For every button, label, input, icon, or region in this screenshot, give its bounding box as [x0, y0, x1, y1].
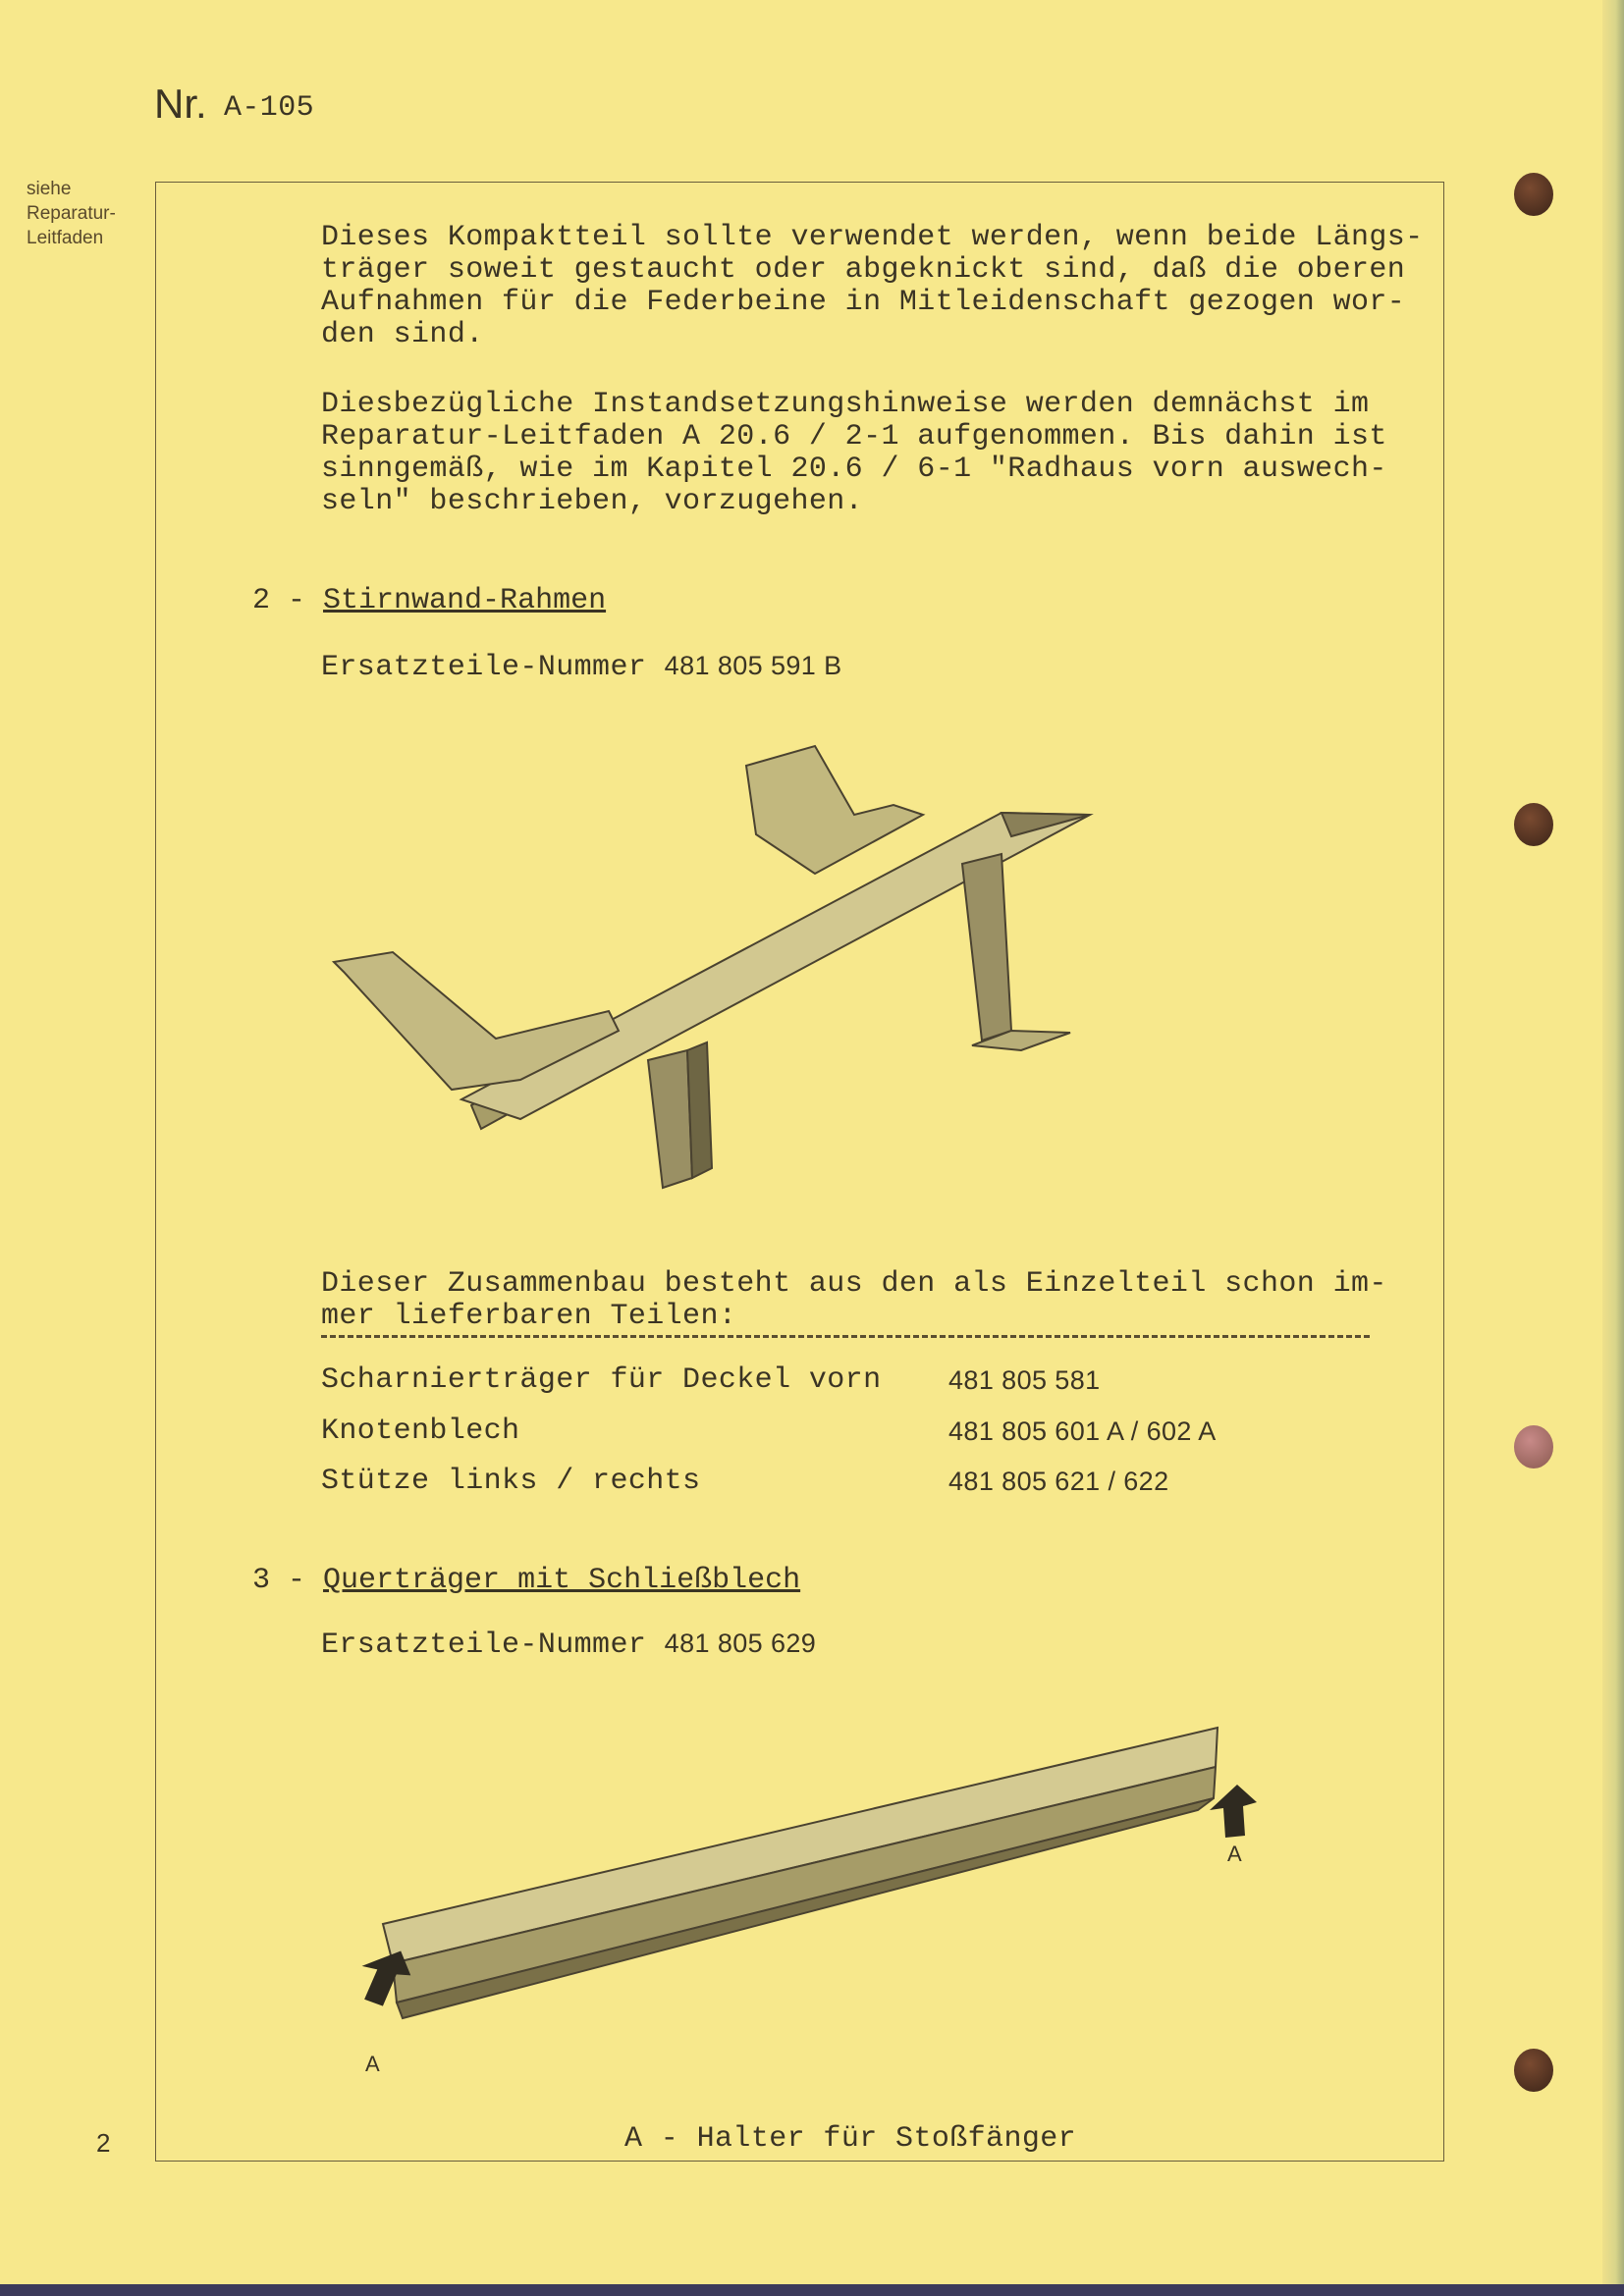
part-name: Stütze links / rechts	[321, 1465, 701, 1498]
text-line: Diesbezügliche Instandsetzungshinweise werden demnächst im	[321, 388, 1370, 421]
stirnwand-rahmen-illustration	[324, 726, 1296, 1198]
punch-hole	[1514, 1425, 1553, 1468]
page-bottom-edge	[0, 2284, 1624, 2296]
parts-row	[321, 1364, 1401, 1397]
dashed-divider	[321, 1335, 1370, 1338]
text-line: den sind.	[321, 318, 484, 351]
parts-row	[321, 1466, 1401, 1498]
text-line: sinngemäß, wie im Kapitel 20.6 / 6-1 "Radhaus vorn auswech-	[321, 453, 1387, 486]
punch-hole	[1514, 2049, 1553, 2092]
part-number: 481 805 601 A / 602 A	[948, 1416, 1217, 1446]
text-line: Dieses Kompaktteil sollte verwendet werden, wenn beide Längs-	[321, 221, 1424, 254]
section-2-part	[321, 650, 842, 684]
sidebar-note	[27, 177, 116, 250]
part-label: Ersatzteile-Nummer	[321, 1629, 647, 1662]
doc-number: A-105	[224, 91, 315, 125]
sidebar-note-line: Leitfaden	[27, 228, 104, 248]
nr-label: Nr.	[154, 80, 207, 127]
parts-row	[321, 1415, 1401, 1448]
section-title: Stirnwand-Rahmen	[323, 584, 607, 617]
paragraph-1	[321, 222, 1424, 351]
part-label: Ersatzteile-Nummer	[321, 651, 647, 684]
page-number: 2	[96, 2128, 111, 2158]
section-3-heading	[252, 1565, 800, 1597]
text-line: mer lieferbaren Teilen:	[321, 1300, 737, 1333]
text-line: Reparatur-Leitfaden A 20.6 / 2-1 aufgenommen. Bis dahin ist	[321, 420, 1387, 454]
text-line: seln" beschrieben, vorzugehen.	[321, 485, 864, 518]
punch-hole	[1514, 803, 1553, 846]
section-3-part	[321, 1628, 816, 1662]
part-number: 481 805 629	[664, 1629, 817, 1658]
arrow-icon	[1210, 1785, 1257, 1838]
sidebar-note-line: Reparatur-	[27, 203, 116, 224]
part-name: Scharnierträger für Deckel vorn	[321, 1363, 882, 1397]
quertraeger-illustration	[353, 1708, 1296, 2101]
part-number: 481 805 581	[948, 1365, 1101, 1395]
paragraph-2	[321, 389, 1387, 518]
text-line: Dieser Zusammenbau besteht aus den als Einzelteil schon im-	[321, 1267, 1387, 1301]
sidebar-note-line: siehe	[27, 179, 72, 199]
punch-hole	[1514, 173, 1553, 216]
section-number: 3 -	[252, 1564, 306, 1597]
section-title: Querträger mit Schließblech	[323, 1564, 801, 1597]
page-edge	[1602, 0, 1624, 2296]
section-number: 2 -	[252, 584, 306, 617]
text-line: Aufnahmen für die Federbeine in Mitleidenschaft gezogen wor-	[321, 286, 1406, 319]
part-number: 481 805 621 / 622	[948, 1467, 1169, 1496]
figure-caption: A - Halter für Stoßfänger	[624, 2122, 1077, 2156]
assembly-note	[321, 1268, 1387, 1333]
arrow-label-a: A	[365, 2052, 380, 2076]
part-name: Knotenblech	[321, 1415, 520, 1448]
section-2-heading	[252, 585, 606, 617]
arrow-label-a: A	[1227, 1842, 1242, 1866]
text-line: träger soweit gestaucht oder abgeknickt sind, daß die oberen	[321, 253, 1406, 287]
part-number: 481 805 591 B	[664, 651, 842, 680]
